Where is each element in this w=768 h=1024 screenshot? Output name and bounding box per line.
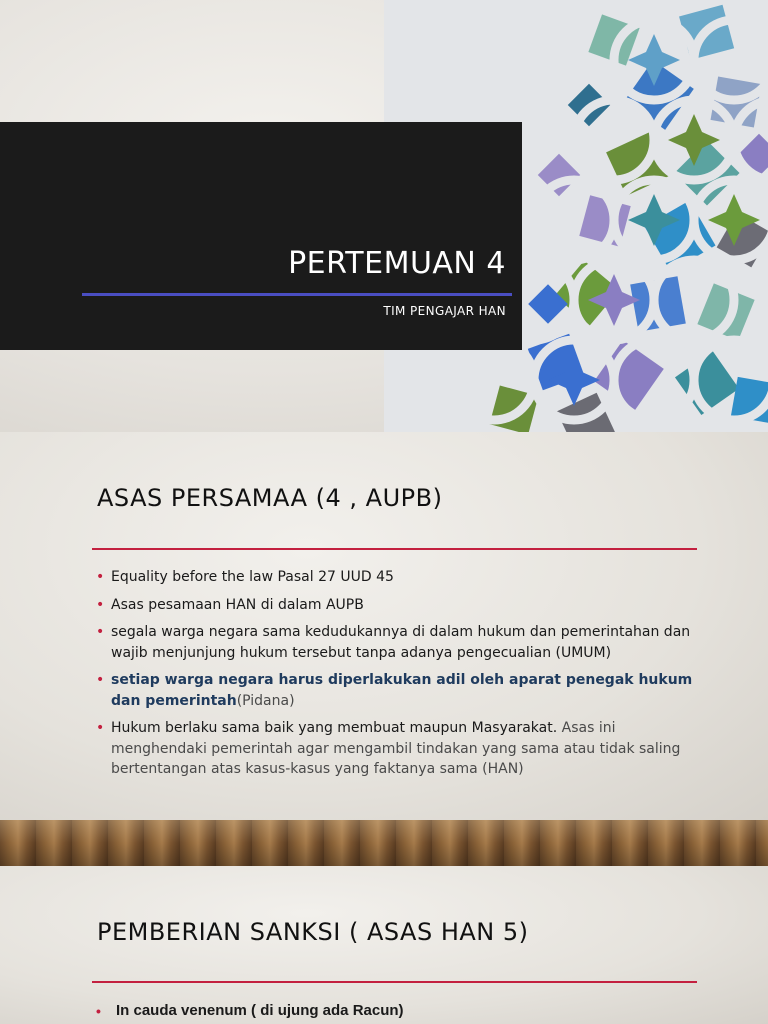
title-divider <box>92 548 697 550</box>
wood-floor-decoration <box>0 820 768 866</box>
slide-title: PERTEMUAN 4 <box>288 246 506 281</box>
bullet-icon: • <box>96 569 105 585</box>
slide-2 <box>0 432 768 820</box>
bullet-icon: • <box>96 720 105 736</box>
bullet-list <box>96 1001 696 1024</box>
title-divider <box>82 293 512 296</box>
bullet-icon: • <box>96 624 105 640</box>
slide-subtitle: TIM PENGAJAR HAN <box>383 304 506 318</box>
list-item: • setiap warga negara harus diperlakukan adil oleh aparat penegak hukum dan pemerintah(Pidana) <box>96 672 693 709</box>
slide-title: ASAS PERSAMAA (4 , AUPB) <box>97 484 443 512</box>
title-panel <box>0 122 522 350</box>
list-item: • Hukum berlaku sama baik yang membuat maupun Masyarakat. Asas ini menghendaki pemerintah agar mengambil tindakan yang sama atau tidak saling bertentangan atas kasus-kasus yang faktanya sama (HAN) <box>96 720 681 777</box>
list-item: • In cauda venenum ( di ujung ada Racun) <box>96 1001 696 1022</box>
title-divider <box>92 981 697 983</box>
slide-1 <box>0 0 768 432</box>
bullet-list <box>96 567 696 787</box>
list-item: • Asas pesamaan HAN di dalam AUPB <box>96 595 696 616</box>
list-item: • segala warga negara sama kedudukannya di dalam hukum dan pemerintahan dan wajib menjunjung hukum tersebut tanpa adanya pengecualian (UMUM) <box>96 624 691 661</box>
slide-3 <box>0 866 768 1024</box>
bullet-icon: • <box>96 596 105 613</box>
bullet-icon: • <box>96 672 105 688</box>
bullet-icon: • <box>96 1003 101 1019</box>
slide-title: PEMBERIAN SANKSI ( ASAS HAN 5) <box>97 918 529 946</box>
list-item: • Equality before the law Pasal 27 UUD 45 <box>96 567 696 588</box>
